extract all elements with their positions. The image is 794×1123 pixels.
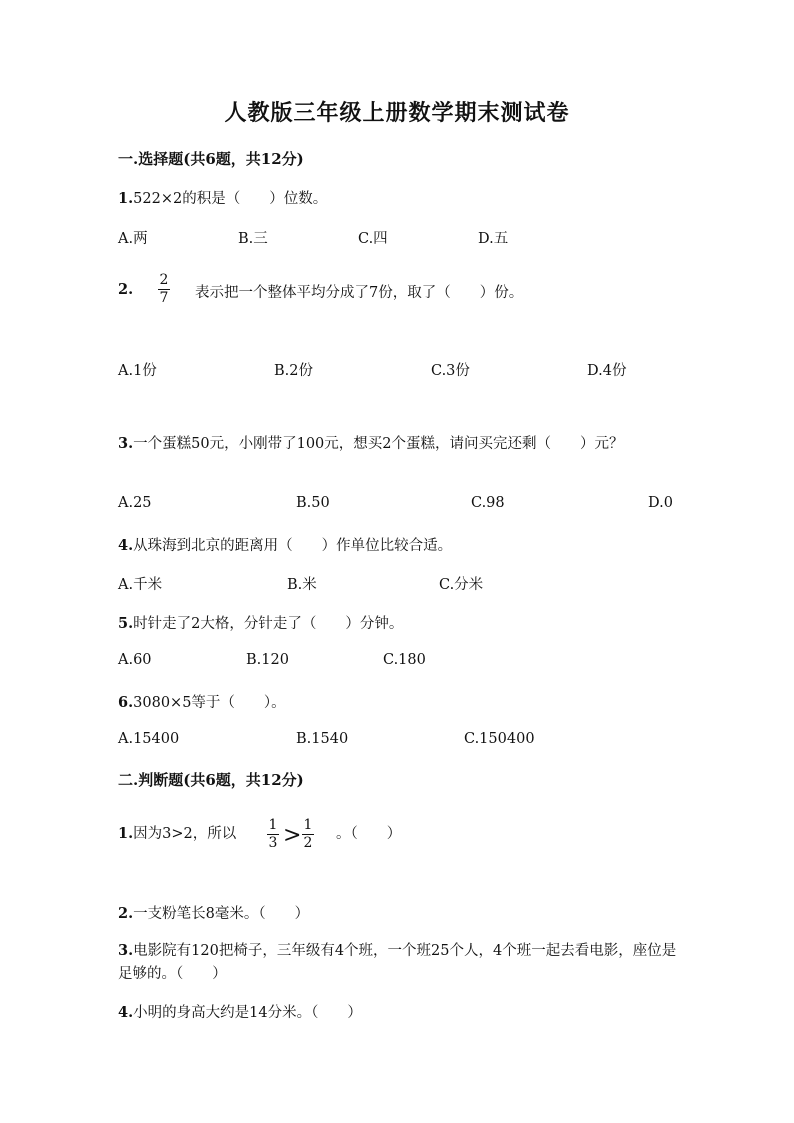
question-number: 3.	[118, 435, 134, 452]
option-a: A.两	[118, 231, 148, 247]
option-a: A.千米	[118, 577, 163, 593]
question-text: 时针走了2大格，分针走了（ ）分钟。	[133, 616, 404, 632]
option-d: D.4份	[587, 363, 627, 379]
option-b: B.三	[238, 231, 268, 247]
option-c: C.3份	[431, 363, 470, 379]
option-b: B.米	[287, 577, 317, 593]
question-number: 4.	[118, 537, 134, 554]
option-d: D.0	[648, 495, 673, 511]
question-text: 3080×5等于（ ）。	[133, 695, 286, 711]
question-number: 1.	[118, 825, 134, 842]
question-text: 从珠海到北京的距离用（ ）作单位比较合适。	[133, 538, 453, 554]
question-text: 因为3>2，所以	[133, 826, 237, 842]
option-c: C.四	[358, 231, 388, 247]
question-number: 6.	[118, 694, 134, 711]
question-text: 一支粉笔长8毫米。（ ）	[133, 906, 310, 922]
question-number: 1.	[118, 190, 134, 207]
question-number: 4.	[118, 1004, 134, 1021]
fraction-numerator: 1	[303, 817, 313, 833]
option-c: C.分米	[439, 577, 484, 593]
section-heading-judgement: 二.判断题(共6题，共12分)	[118, 771, 304, 789]
option-a: A.25	[118, 495, 152, 511]
question-6	[118, 691, 286, 712]
option-b: B.120	[246, 652, 289, 668]
section-heading-choice: 一.选择题(共6题，共12分)	[118, 150, 304, 168]
fraction-denominator: 7	[159, 290, 169, 306]
fraction-1-2	[302, 818, 314, 851]
question-3	[118, 432, 678, 456]
question-number: 2.	[118, 905, 134, 922]
question-number: 2.	[118, 281, 134, 298]
judgement-1-tail: 。（ ）	[336, 826, 402, 842]
question-2-text: 表示把一个整体平均分成了7份，取了（ ）份。	[195, 285, 524, 301]
judgement-1	[118, 822, 236, 843]
question-number: 5.	[118, 615, 134, 632]
fraction-1-3	[267, 818, 279, 851]
question-4	[118, 534, 452, 555]
option-a: A.60	[118, 652, 152, 668]
greater-than-sign: >	[283, 823, 302, 848]
option-d: D.五	[478, 231, 509, 247]
fraction-denominator: 2	[303, 835, 313, 851]
option-a: A.1份	[118, 363, 157, 379]
judgement-2	[118, 902, 309, 923]
page-title: 人教版三年级上册数学期末测试卷	[224, 100, 570, 126]
option-a: A.15400	[118, 731, 180, 747]
question-5	[118, 612, 403, 633]
question-2-number	[118, 281, 133, 298]
fraction-numerator: 1	[268, 817, 278, 833]
fraction-numerator: 2	[159, 272, 169, 288]
fraction-denominator: 3	[268, 835, 278, 851]
question-1	[118, 187, 327, 208]
judgement-3	[118, 939, 678, 986]
question-number: 3.	[118, 942, 134, 959]
option-c: C.98	[471, 495, 505, 511]
question-text: 电影院有120把椅子，三年级有4个班，一个班25个人，4个班一起去看电影，座位是足够的。（ ）	[118, 943, 677, 982]
question-text: 522×2的积是（ ）位数。	[133, 191, 328, 207]
question-text: 小明的身高大约是14分米。（ ）	[133, 1005, 362, 1021]
judgement-4	[118, 1001, 362, 1022]
option-b: B.1540	[296, 731, 349, 747]
option-b: B.50	[296, 495, 330, 511]
option-c: C.150400	[464, 731, 535, 747]
option-b: B.2份	[274, 363, 313, 379]
option-c: C.180	[383, 652, 426, 668]
question-text: 一个蛋糕50元，小刚带了100元，想买2个蛋糕，请问买完还剩（ ）元？	[133, 436, 624, 452]
fraction-2-7	[158, 273, 170, 306]
